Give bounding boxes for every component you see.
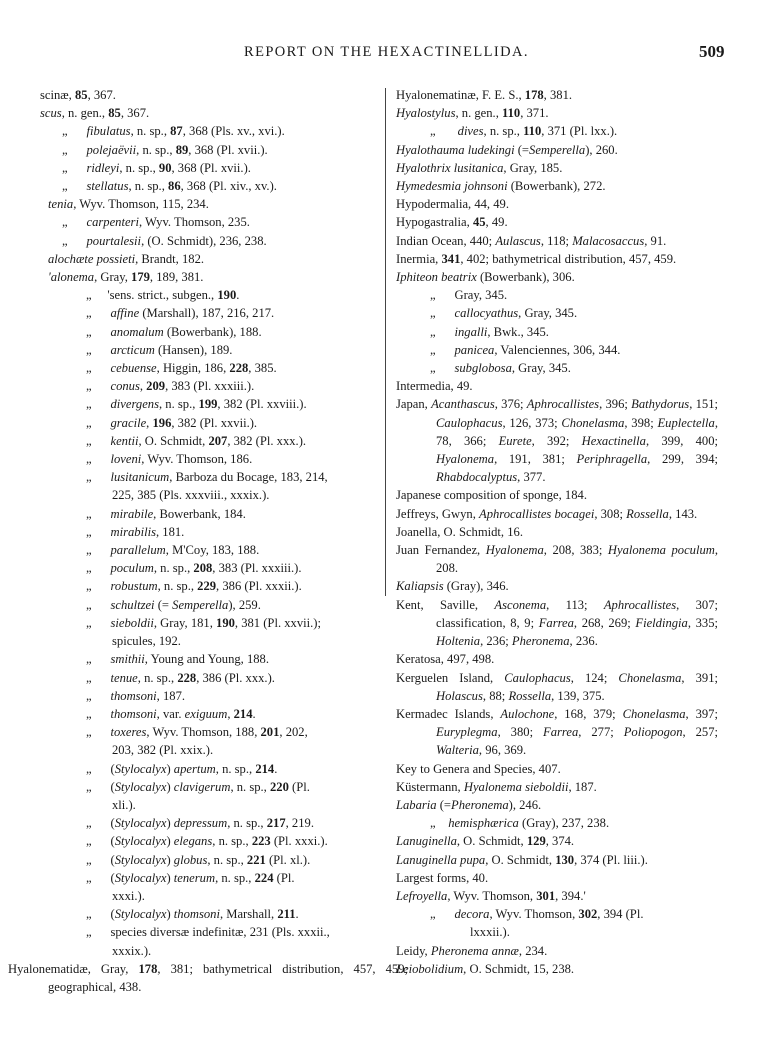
index-entry: „ parallelum, M'Coy, 183, 188.: [86, 543, 260, 558]
index-entry: „ thomsoni, 187.: [86, 688, 186, 703]
index-entry: „ species diversæ indefinitæ, 231 (Pls. xxxii., xxxix.).: [86, 925, 330, 958]
index-entry: Hyalothauma ludekingi (=Semperella), 260.: [396, 142, 618, 157]
index-entry: „ smithii, Young and Young, 188.: [86, 652, 270, 667]
index-entry: „ kentii, O. Schmidt, 207, 382 (Pl. xxx.).: [86, 433, 307, 448]
index-entry: Indian Ocean, 440; Aulascus, 118; Malacosaccus, 91.: [396, 233, 667, 248]
column-divider: [385, 88, 386, 596]
index-entry: „ Gray, 345.: [430, 288, 508, 303]
index-entry: „ (Stylocalyx) clavigerum, n. sp., 220 (Pl. xli.).: [86, 779, 310, 812]
index-entry: Intermedia, 49.: [396, 379, 473, 394]
index-entry: Jeffreys, Gwyn, Aphrocallistes bocagei, 308; Rossella, 143.: [396, 506, 698, 521]
index-entry: scus, n. gen., 85, 367.: [40, 106, 150, 121]
index-entry: Japanese composition of sponge, 184.: [396, 488, 587, 503]
index-entry: „ anomalum (Bowerbank), 188.: [86, 324, 262, 339]
index-entry: „ panicea, Valenciennes, 306, 344.: [430, 342, 621, 357]
index-entry: Hyalonematinæ, F. E. S., 178, 381.: [396, 88, 573, 102]
index-entry: „ schultzei (= Semperella), 259.: [86, 597, 261, 612]
index-entry: „ robustum, n. sp., 229, 386 (Pl. xxxii.).: [86, 579, 302, 594]
index-entry: „ loveni, Wyv. Thomson, 186.: [86, 452, 253, 467]
page-header: [0, 44, 776, 70]
index-entry: „ (Stylocalyx) depressum, n. sp., 217, 219.: [86, 816, 314, 831]
index-entry: Keratosa, 497, 498.: [396, 652, 495, 667]
index-entry: Lanuginella pupa, O. Schmidt, 130, 374 (Pl. liii.).: [396, 852, 648, 867]
index-entry: „ callocyathus, Gray, 345.: [430, 306, 578, 321]
index-entry: Juan Fernandez, Hyalonema, 208, 383; Hyalonema poculum, 208.: [396, 543, 719, 576]
index-entry: Kerguelen Island, Caulophacus, 124; Chonelasma, 391; Holascus, 88; Rossella, 139, 375.: [396, 670, 718, 703]
index-entry: Kermadec Islands, Aulochone, 168, 379; Chonelasma, 397; Euryplegma, 380; Farrea, 277; Poliopogon, 257; Walteria, 96, 369.: [396, 706, 718, 758]
index-entry: Leiobolidium, O. Schmidt, 15, 238.: [396, 961, 575, 976]
index-entry: „ tenue, n. sp., 228, 386 (Pl. xxx.).: [86, 670, 275, 685]
index-entry: „ toxeres, Wyv. Thomson, 188, 201, 202, 203, 382 (Pl. xxix.).: [86, 725, 308, 758]
index-entry: Hypodermalia, 44, 49.: [396, 197, 509, 212]
index-entry: Kaliapsis (Gray), 346.: [396, 579, 509, 594]
index-entry: „ (Stylocalyx) tenerum, n. sp., 224 (Pl. xxxi.).: [86, 870, 295, 903]
index-entry: „ sieboldii, Gray, 181, 190, 381 (Pl. xxvii.); spicules, 192.: [86, 615, 321, 649]
index-entry: „ (Stylocalyx) apertum, n. sp., 214.: [86, 761, 278, 776]
index-entry: Hyalonematidæ, Gray, 178, 381; bathymetrical distribution, 457, 459; geographical, 438.: [8, 961, 408, 994]
index-entry: „ lusitanicum, Barboza du Bocage, 183, 214, 225, 385 (Pls. xxxviii., xxxix.).: [86, 470, 328, 503]
index-entry: „ thomsoni, var. exiguum, 214.: [86, 706, 256, 721]
index-entry: Hymedesmia johnsoni (Bowerbank), 272.: [396, 179, 606, 194]
index-entry: Iphiteon beatrix (Bowerbank), 306.: [396, 270, 575, 285]
index-entry: Key to Genera and Species, 407.: [396, 761, 561, 776]
index-entry: Lefroyella, Wyv. Thomson, 301, 394.': [396, 888, 586, 903]
index-entry: „ conus, 209, 383 (Pl. xxxiii.).: [86, 379, 255, 394]
index-entry: Labaria (=Pheronema), 246.: [396, 797, 542, 812]
index-entry: „ (Stylocalyx) thomsoni, Marshall, 211.: [86, 907, 299, 922]
running-title: REPORT ON THE HEXACTINELLIDA.: [244, 44, 529, 60]
index-entry: „ hemisphærica (Gray), 237, 238.: [430, 816, 610, 831]
index-entry: „ carpenteri, Wyv. Thomson, 235.: [62, 215, 250, 230]
index-entry: Lanuginella, O. Schmidt, 129, 374.: [396, 834, 575, 849]
index-entry: „ 'sens. strict., subgen., 190.: [86, 288, 240, 303]
index-entry: Hypogastralia, 45, 49.: [396, 215, 508, 230]
index-entry: Hyalostylus, n. gen., 110, 371.: [396, 106, 549, 121]
index-entry: „ stellatus, n. sp., 86, 368 (Pl. xiv., xv.).: [62, 179, 277, 194]
index-entry: Hyalothrix lusitanica, Gray, 185.: [396, 160, 563, 175]
index-entry: „ mirabile, Bowerbank, 184.: [86, 506, 246, 521]
index-entry: 'alonema, Gray, 179, 189, 381.: [48, 270, 204, 285]
index-entry: scinæ, 85, 367.: [40, 88, 116, 102]
index-entry: „ dives, n. sp., 110, 371 (Pl. lxx.).: [430, 124, 618, 139]
index-entry: tenia, Wyv. Thomson, 115, 234.: [48, 197, 209, 212]
index-entry: „ (Stylocalyx) globus, n. sp., 221 (Pl. xl.).: [86, 852, 311, 867]
index-entry: „ arcticum (Hansen), 189.: [86, 342, 233, 357]
index-entry: „ pourtalesii, (O. Schmidt), 236, 238.: [62, 233, 267, 248]
index-entry: „ ridleyi, n. sp., 90, 368 (Pl. xvii.).: [62, 160, 251, 175]
index-entry: „ fibulatus, n. sp., 87, 368 (Pls. xv., xvi.).: [62, 124, 285, 139]
index-entry: „ cebuense, Higgin, 186, 228, 385.: [86, 361, 277, 376]
index-entry: „ gracile, 196, 382 (Pl. xxvii.).: [86, 415, 258, 430]
index-entry: Leidy, Pheronema annæ, 234.: [396, 943, 548, 958]
index-entry: Joanella, O. Schmidt, 16.: [396, 524, 523, 539]
index-entry: Japan, Acanthascus, 376; Aphrocallistes, 396; Bathydorus, 151; Caulophacus, 126, 373; Chonelasma, 398; Euplectella, 78, 366; Eurete, 392; Hexactinella, 399, 400; Hyalonema, 191, 381; Periphragella, 299, 394; Rhabdocalyptus, 377.: [396, 397, 719, 485]
page-number: 509: [699, 42, 725, 61]
index-entry: Largest forms, 40.: [396, 870, 489, 885]
index-entry: „ decora, Wyv. Thomson, 302, 394 (Pl. lxxxii.).: [430, 907, 644, 940]
index-entry: „ (Stylocalyx) elegans, n. sp., 223 (Pl. xxxi.).: [86, 834, 328, 849]
index-column-right: [396, 86, 718, 978]
index-entry: alochæte possieti, Brandt, 182.: [48, 251, 205, 266]
index-entry: „ poculum, n. sp., 208, 383 (Pl. xxxiii.).: [86, 561, 302, 576]
index-entry: „ mirabilis, 181.: [86, 524, 185, 539]
index-entry: „ affine (Marshall), 187, 216, 217.: [86, 306, 275, 321]
index-entry: „ divergens, n. sp., 199, 382 (Pl. xxviii.).: [86, 397, 307, 412]
index-entry: Kent, Saville, Asconema, 113; Aphrocallistes, 307; classification, 8, 9; Farrea, 268, 269; Fieldingia, 335; Holtenia, 236; Pheronema, 236.: [396, 597, 719, 649]
index-entry: Küstermann, Hyalonema sieboldii, 187.: [396, 779, 597, 794]
index-entry: Inermia, 341, 402; bathymetrical distribution, 457, 459.: [396, 251, 677, 266]
index-column-left: [8, 86, 408, 996]
index-entry: „ polejaëvii, n. sp., 89, 368 (Pl. xvii.).: [62, 142, 268, 157]
index-entry: „ subglobosa, Gray, 345.: [430, 361, 571, 376]
index-entry: „ ingalli, Bwk., 345.: [430, 324, 549, 339]
